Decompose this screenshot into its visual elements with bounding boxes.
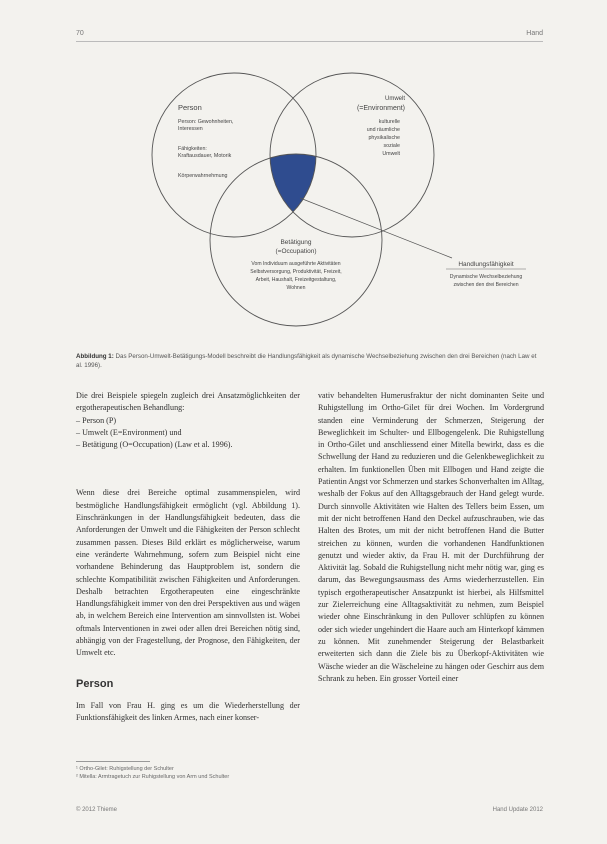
person-title: Person	[178, 103, 202, 112]
person-line: Fähigkeiten:	[178, 146, 207, 152]
performance-line: zwischen den drei Bereichen	[453, 282, 519, 288]
performance-title: Handlungsfähigkeit	[458, 261, 514, 268]
occupation-line: Selbstversorgung, Produktivität, Freizeit,	[250, 269, 342, 275]
section-heading: Person	[76, 677, 114, 690]
list-item: – Umwelt (E=Environment) und	[76, 427, 300, 439]
body-paragraph: Wenn diese drei Bereiche optimal zusammenspielen, wird bestmögliche Handlungsfähigkeit ermöglicht (vgl. Abbildung 1). Einschränkungen in der Handlungsfähigkeit bedeuten, dass die Anforderungen der Umwelt und die Fähigkeiten der Person schlecht zusammen passen. Dieses Bild erklärt es möglicherweise, warum eine veränderte Wahrnehmung, sofern zum Beispiel nicht eine vorhandene Behinderung das Hauptproblem ist, sondern die schlechte Kompatibilität zwischen Fähigkeiten und Anforderungen. Deshalb betrachten Ergotherapeuten eine eingeschränkte Handlungsfähigkeit immer von den drei Perspektiven aus und wägen ab, in welchem Bereich eine Intervention am sinnvollsten ist. Wobei oftmals Interventionen in zwei oder allen drei Bereichen nötig sind, abhängig von der Fragestellung, der Prognose, den Fähigkeiten, der Umwelt etc.	[76, 488, 300, 658]
footnote: ² Mitella: Armtragetuch zur Ruhigstellung von Arm und Schulter	[76, 774, 230, 780]
page-number: 70	[76, 30, 84, 37]
occupation-line: Arbeit, Haushalt, Freizeitgestaltung,	[255, 277, 337, 283]
intro-paragraph: Die drei Beispiele spiegeln zugleich drei Ansatzmöglichkeiten der ergotherapeutischen Behandlung:	[76, 391, 300, 413]
occupation-line: Wohnen	[286, 285, 306, 291]
footnotes	[76, 765, 229, 781]
left-column	[76, 390, 300, 725]
caption-label: Abbildung 1:	[76, 353, 114, 360]
person-line: Interessen	[178, 126, 203, 132]
environment-line: und räumliche	[366, 127, 400, 133]
environment-line: Umwelt	[382, 151, 400, 157]
occupation-line: Vom Individuum ausgeführte Aktivitäten	[251, 261, 341, 267]
spacer	[76, 465, 300, 487]
list-item: – Betätigung (O=Occupation) (Law et al. 1996).	[76, 439, 300, 451]
footer-journal: Hand Update 2012	[492, 807, 543, 813]
environment-line: physikalische	[368, 135, 400, 141]
environment-line: kulturelle	[378, 119, 400, 125]
person-line: Person: Gewohnheiten,	[178, 119, 234, 125]
footnote-rule	[76, 761, 150, 762]
occupation-title: Betätigung	[280, 239, 312, 246]
occupation-title-2: (=Occupation)	[275, 248, 317, 255]
right-column	[318, 390, 544, 685]
footer-copyright: © 2012 Thieme	[76, 807, 118, 813]
pep-venn-diagram	[0, 0, 607, 360]
figure-caption	[76, 352, 544, 370]
performance-pointer-line	[300, 198, 452, 258]
closing-paragraph: Im Fall von Frau H. ging es um die Wiederherstellung der Funktionsfähigkeit des linken Armes, nach einer konser-	[76, 700, 300, 723]
environment-title: (=Environment)	[356, 105, 405, 112]
environment-title-top: Umwelt	[384, 96, 405, 102]
footnote: ¹ Ortho-Gilet: Ruhigstellung der Schulter	[76, 766, 174, 772]
person-line: Körperwahrnehmung	[178, 173, 228, 179]
performance-line: Dynamische Wechselbeziehung	[449, 274, 523, 280]
list-item: – Person (P)	[76, 415, 300, 427]
section-title: Hand	[526, 30, 543, 37]
person-line: Kraftausdauer, Motorik	[178, 153, 232, 159]
approach-list	[76, 415, 300, 452]
right-paragraph: vativ behandelten Humerusfraktur der nicht dominanten Seite und Ruhigstellung im Ortho-Gilet für drei Wochen. Im Vordergrund standen eine Verminderung der Schmerzen, Steigerung der Beweglichkeit im Schulter- und Ellbogengelenk. Die Ruhigstellung in Ortho-Gilet und anschliessend einer Mitella bewirkt, dass es die Schwellung der Hand zu reduzieren und die Gelenkbeweglichkeit zu erhalten. Im funktionellen Üben mit Ellbogen und Hand zeigte die Patientin Angst vor Schmerzen und starkes Schonverhalten im Alltag, weshalb der Fokus auf den Alltagsgebrauch der Hand gelegt wurde. Durch sinnvolle Aktivitäten wie Halten des Tellers beim Essen, um mit der nicht betroffenen Hand den Deckel aufzuschrauben, wie das Halten des Brotes, um mit der nicht betroffenen Hand die Butter streichen zu können, wurden die vorhandenen Handfunktionen genutzt und wieder aktiv, da Frau H. mit der Durchführung der Aktivität lag. Sobald die Ruhigstellung nicht mehr nötig war, ging es darum, das Bewegungsausmass des Arms wiederherzustellen. Ein typisch ergotherapeutischer Ansatzpunkt ist hierbei, als Hilfsmittel zur Zielerreichung eine Alltagsaktivität zu nehmen, zum Beispiel wieder ohne Einschränkung in den Pullover schlüpfen zu können oder sich wieder ungehindert die Haare auch am Hinterkopf kämmen zu können. Mit zunehmender Steigerung der Belastbarkeit erweiterten sich dann die Ziele bis zu Überkopf-Aktivitäten wie Wäsche wieder an die Wäscheleine zu hängen oder Geschirr aus dem Schrank zu heben. Ein grosser Vorteil einer	[318, 391, 544, 683]
environment-line: soziale	[383, 143, 400, 149]
caption-text: Das Person-Umwelt-Betätigungs-Modell beschreibt die Handlungsfähigkeit als dynamische Wechselbeziehung zwischen den drei Bereichen (nach Law et al. 1996).	[76, 353, 537, 369]
